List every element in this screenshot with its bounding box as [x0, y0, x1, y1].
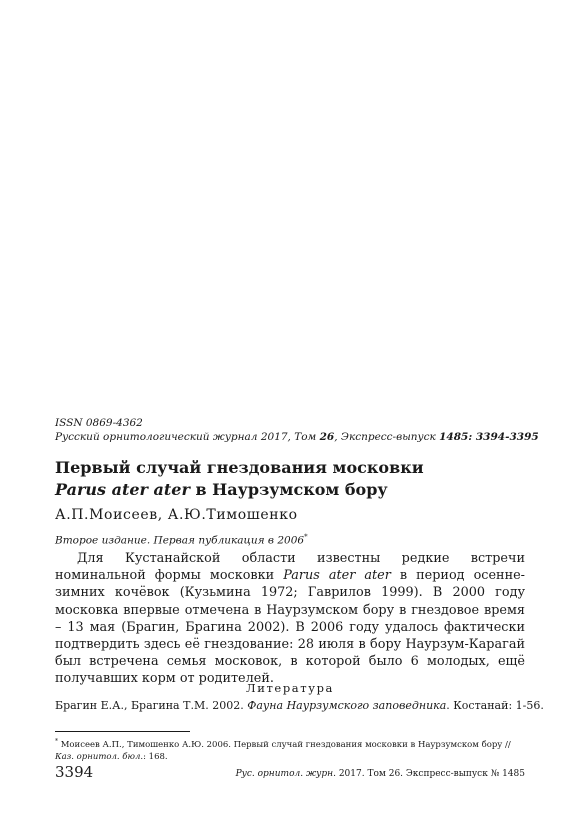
reference-authors: Брагин Е.А., Брагина Т.М. 2002.	[55, 699, 248, 712]
article-title	[55, 457, 535, 501]
article-body	[55, 550, 525, 688]
edition-footnote-mark: *	[304, 533, 308, 541]
footnote-rest: : 168.	[143, 751, 168, 762]
edition-note	[55, 530, 308, 548]
footnote-mark: *	[55, 738, 58, 745]
article-authors: А.П.Моисеев, А.Ю.Тимошенко	[55, 507, 298, 523]
reference-rest: . Костанай: 1-56.	[446, 699, 544, 712]
running-footer	[236, 768, 525, 780]
footnote-text: Моисеев А.П., Тимошенко А.Ю. 2006. Первый случай гнездования московки в Наурзумском бору //	[58, 739, 511, 750]
footer-journal-short: Рус. орнитол. журн.	[235, 769, 336, 779]
title-latin-name: Parus ater ater	[55, 480, 190, 499]
footnote-source: Каз. орнитол. бюл.	[55, 751, 144, 762]
footer-journal-rest: 2017. Том 26. Экспресс-выпуск № 1485	[335, 769, 525, 779]
body-paragraph	[55, 550, 525, 688]
footnote-divider	[55, 731, 190, 732]
journal-prefix: Русский орнитологический журнал 2017, Том	[55, 431, 320, 443]
page-number: 3394	[55, 763, 94, 781]
journal-mid: , Экспресс-выпуск	[334, 431, 440, 443]
journal-volume: 26	[319, 431, 335, 443]
body-part-1: Для Кустанайской области известны редкие встречи номинальной формы московки	[55, 551, 525, 584]
title-rest: в Наурзумском бору	[189, 480, 388, 499]
footnote	[55, 736, 525, 763]
edition-text: Второе издание. Первая публикация в 2006	[55, 534, 305, 547]
literature-heading: Литература	[246, 681, 334, 695]
body-latin-name: Parus ater ater	[283, 568, 391, 584]
journal-citation	[55, 430, 539, 444]
reference-title: Фауна Наурзумского заповедника	[247, 699, 447, 712]
body-part-2: в период осенне-зимних кочёвок (Кузьмина 1972; Гаврилов 1999). В 2000 году московка впервые отмечена в Наурзумском бору в гнездовое время – 13 мая (Брагин, Брагина 2002). В 2006 году удалось фактически подтвердить здесь её гнездование: 28 июля в бору Наурзум-Карагай был встречена семья московок, в которой было 6 молодых, ещё получавших корм от родителей.	[55, 568, 525, 687]
title-line-1: Первый случай гнездования московки	[55, 458, 424, 477]
title-line-2	[55, 479, 535, 501]
journal-issue: 1485	[439, 431, 469, 443]
journal-pages: : 3394-3395	[468, 431, 539, 443]
reference-item	[55, 699, 544, 713]
issn-line: ISSN 0869-4362	[55, 417, 143, 429]
